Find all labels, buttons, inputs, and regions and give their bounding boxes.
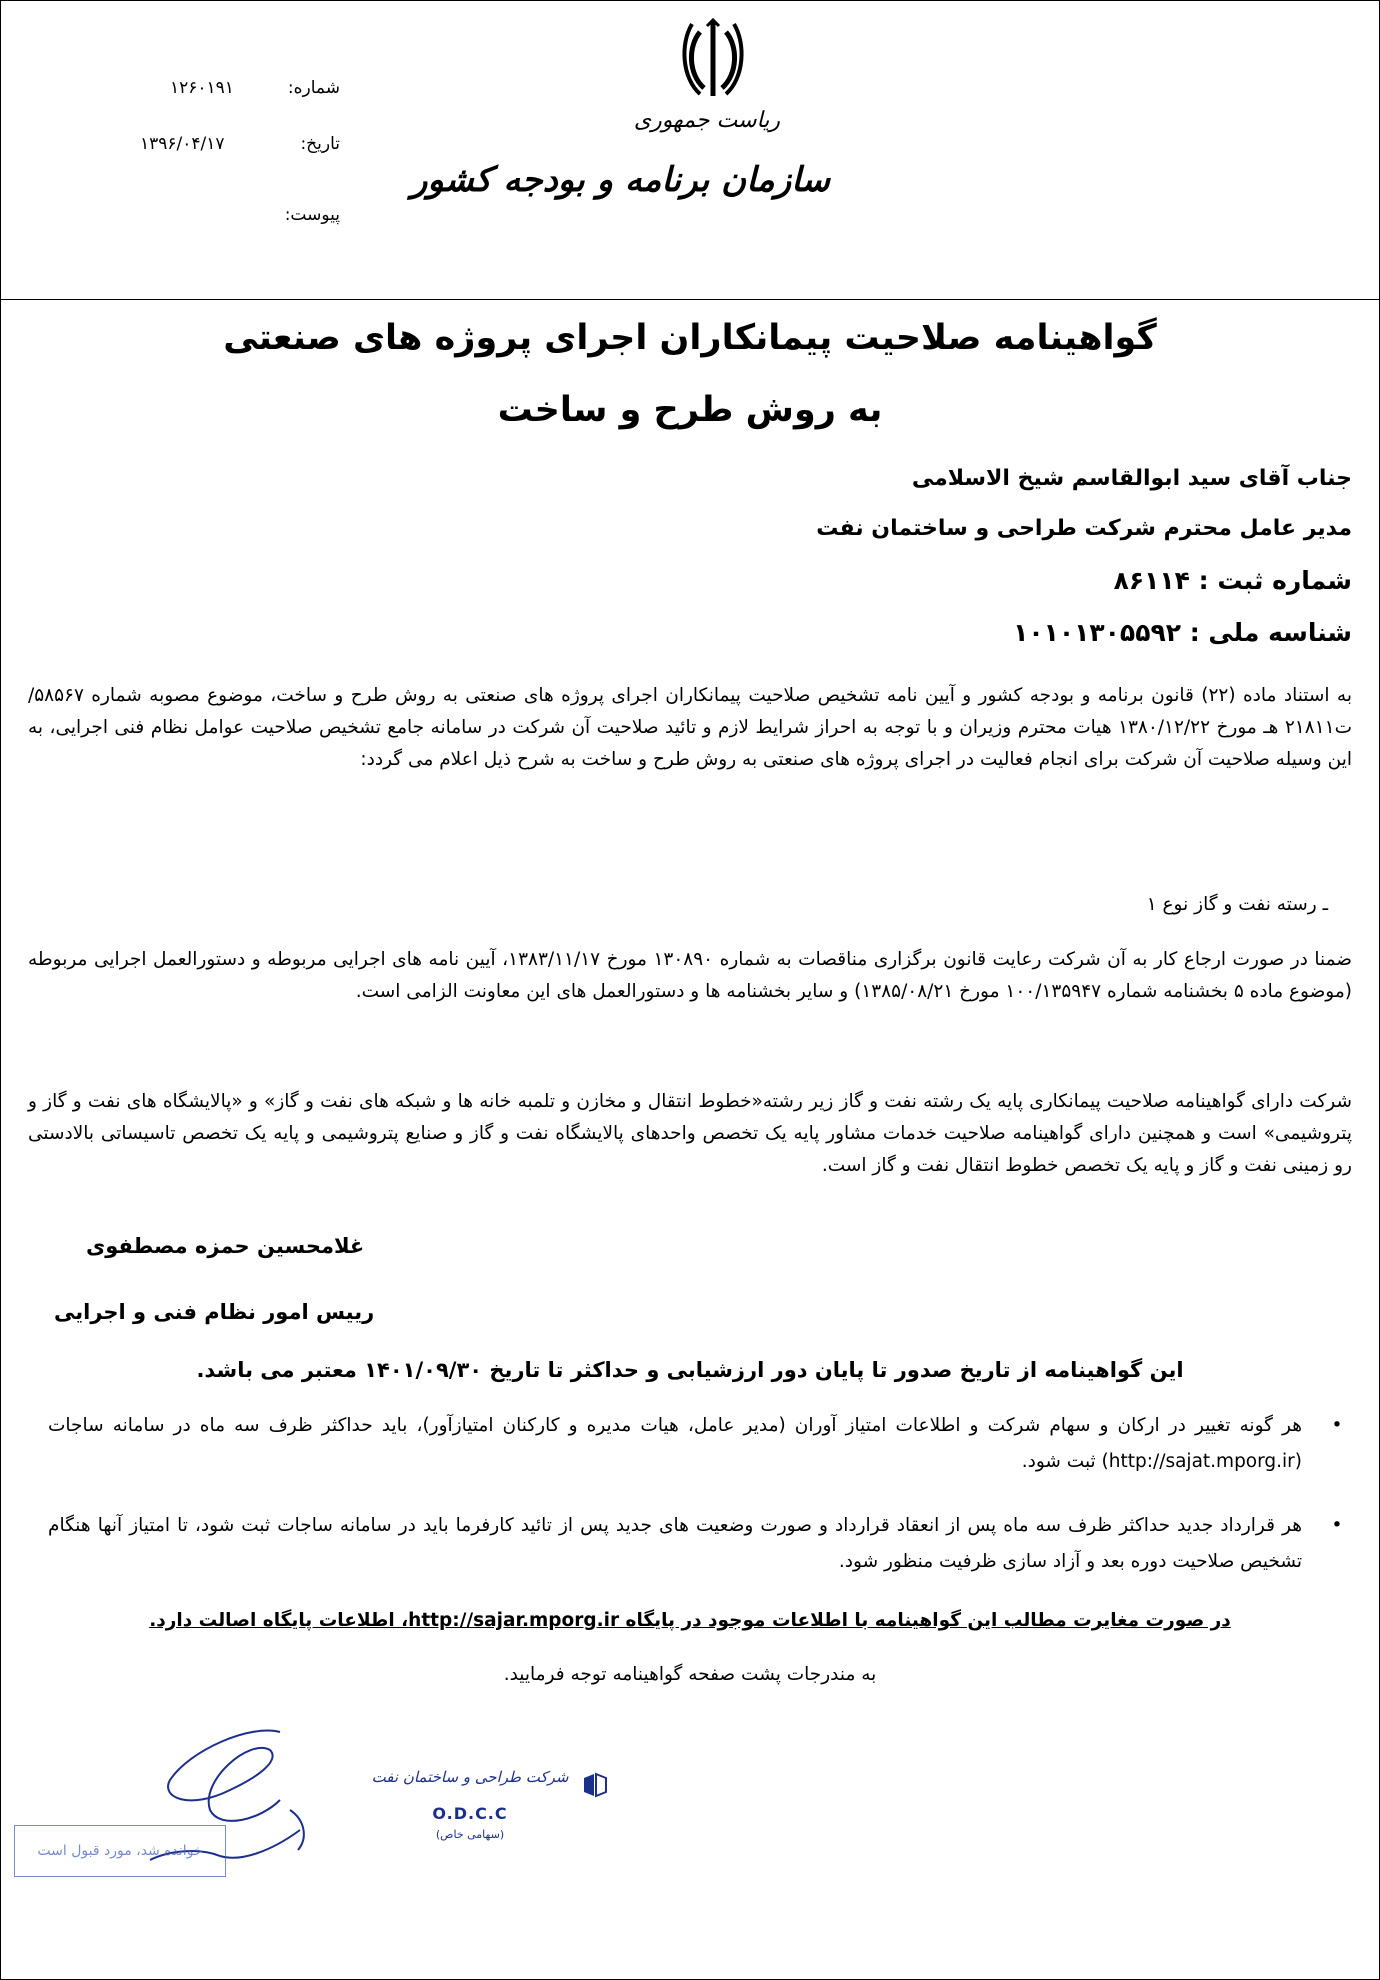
signatory-title: رییس امور نظام فنی و اجرایی [54,1300,375,1324]
stamp-company-name: شرکت طراحی و ساختمان نفت [371,1768,569,1786]
recipient-name: جناب آقای سید ابوالقاسم شیخ الاسلامی [911,466,1352,491]
bullet-icon: • [1331,1515,1343,1536]
stamp-abbreviation: O.D.C.C [432,1804,508,1823]
validity-statement: این گواهینامه از تاریخ صدور تا پایان دور ارزشیابی و حداکثر تا تاریخ ۱۴۰۱/۰۹/۳۰ معتبر می باشد. [196,1358,1184,1382]
received-stamp: خوانده شد، مورد قبول است [14,1825,226,1877]
national-id: شناسه ملی : ۱۰۱۰۱۳۰۵۵۹۲ [1013,618,1352,647]
number-block [150,78,340,102]
letterhead [0,0,1380,300]
stamp-subtitle: (سهامی خاص) [435,1828,505,1841]
note-text: هر گونه تغییر در ارکان و سهام شرکت و اطلاعات امتیاز آوران (مدیر عامل، هیات مدیره و کارکنان امتیازآور)، باید حداکثر ظرف سه ماه در سامانه ساجات (http://sajat.mporg.ir) ثبت شود. [48,1415,1302,1472]
body-paragraph-1: به استناد ماده (۲۲) قانون برنامه و بودجه کشور و آیین نامه تشخیص صلاحیت پیمانکاران اجرای پروژه های صنعتی به روش طرح و ساخت، موضوع مصوبه شماره ۵۸۵۶۷/ت۲۱۸۱۱ هـ مورخ ۱۳۸۰/۱۲/۲۲ هیات محترم وزیران و با توجه به احراز شرایط لازم و تائید صلاحیت آن شرکت در سامانه جامع تشخیص صلاحیت عوامل نظام فنی اجرایی، به این وسیله صلاحیت آن شرکت برای انجام فعالیت در اجرای پروژه های صنعتی به روش طرح و ساخت به شرح ذیل اعلام می گردد: [28,685,1352,770]
presidency-text: ریاست جمهوری [633,108,780,133]
company-stamp [370,1760,620,1870]
registration-number: شماره ثبت : ۸۶۱۱۴ [1113,566,1352,595]
attachment-label: پیوست: [284,205,340,225]
date-value: ۱۳۹۶/۰۴/۱۷ [140,134,225,154]
note-item [48,1508,1352,1580]
category-line: ـ رسته نفت و گاز نوع ۱ [1146,894,1328,915]
date-block [140,134,340,158]
note-text: هر قرارداد جدید حداکثر ظرف سه ماه پس از انعقاد قرارداد و صورت وضعیت های جدید پس از تائید کارفرما باید در سامانه ساجات ثبت شود، تا امتیاز آنها هنگام تشخیص صلاحیت دوره بعد و آزاد سازی ظرفیت منظور شود. [48,1515,1302,1572]
title-line-1: گواهینامه صلاحیت پیمانکاران اجرای پروژه های صنعتی [223,318,1157,358]
back-page-note: به مندرجات پشت صفحه گواهینامه توجه فرمایید. [503,1664,877,1685]
number-value: ۱۲۶۰۱۹۱ [170,78,234,98]
iran-emblem-icon [680,18,746,98]
body-paragraph-2: ضمنا در صورت ارجاع کار به آن شرکت رعایت قانون برگزاری مناقصات به شماره ۱۳۰۸۹۰ مورخ ۱۳۸۳/۱۱/۱۷، آیین نامه های اجرایی مربوطه و دستورالعمل اجرایی مربوطه (موضوع ماده ۵ بخشنامه شماره ۱۰۰/۱۳۵۹۴۷ مورخ ۱۳۸۵/۰۸/۲۱) و سایر بخشنامه ها و دستورالعمل های این معاونت الزامی است. [28,949,1353,1002]
authenticity-warning: در صورت مغایرت مطالب این گواهینامه با اطلاعات موجود در پایگاه http://sajar.mporg.ir، اطلاعات پایگاه اصالت دارد. [149,1610,1231,1631]
organization-name: سازمان برنامه و بودجه کشور [411,160,830,200]
date-label: تاریخ: [300,134,340,154]
note-item [48,1408,1352,1480]
body-paragraph-3: شرکت دارای گواهینامه صلاحیت پیمانکاری پایه یک رشته نفت و گاز زیر رشته«خطوط انتقال و مخازن و تلمبه خانه ها و شبکه های نفت و گاز» و «پالایشگاه های نفت و گاز و پتروشیمی» است و همچنین دارای گواهینامه صلاحیت خدمات مشاور پایه یک تخصص واحدهای پالایشگاه نفت و گاز و صنایع پتروشیمی و پایه یک تخصص تاسیساتی بالادستی رو زمینی نفت و گاز و پایه یک تخصص خطوط انتقال نفت و گاز است. [28,1091,1352,1176]
header-divider [0,299,1380,300]
company-logo-icon [580,1770,610,1800]
government-logo [411,10,860,215]
number-label: شماره: [287,78,340,98]
recipient-position: مدیر عامل محترم شرکت طراحی و ساختمان نفت [816,516,1352,541]
title-line-2: به روش طرح و ساخت [497,390,883,430]
attachment-block [240,205,340,229]
signatory-name: غلامحسین حمزه مصطفوی [86,1234,365,1258]
bullet-icon: • [1331,1415,1343,1436]
